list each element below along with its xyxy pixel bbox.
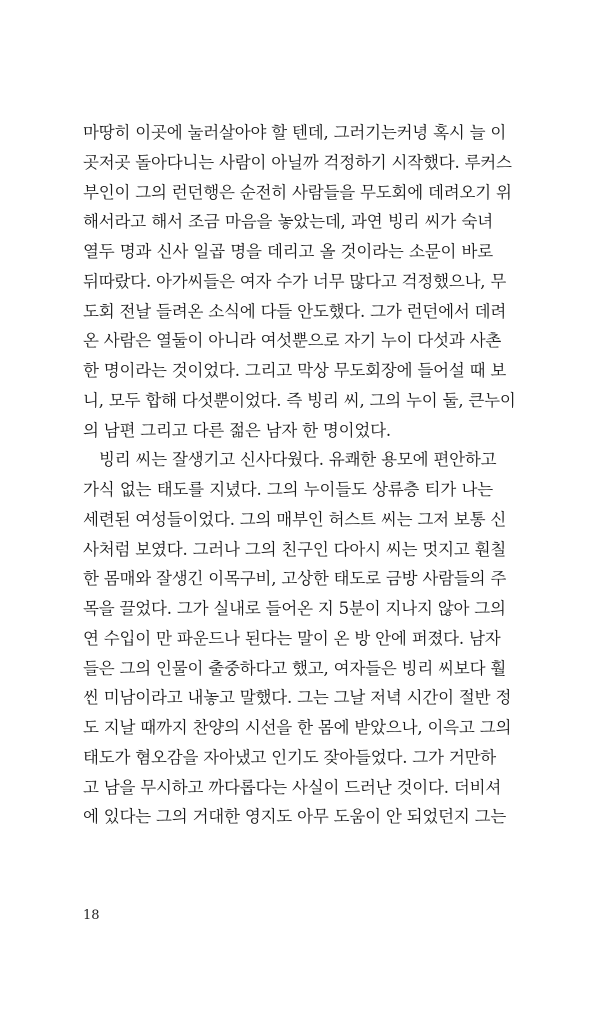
text-line: 들은 그의 인물이 출중하다고 했고, 여자들은 빙리 씨보다 훨: [83, 658, 507, 678]
text-line: 온 사람은 열둘이 아니라 여섯뿐으로 자기 누이 다섯과 사촌: [83, 331, 502, 351]
text-line: 의 남편 그리고 다른 젊은 남자 한 명이었다.: [83, 420, 391, 440]
text-line: 태도가 혐오감을 자아냈고 인기도 잦아들었다. 그가 거만하: [83, 747, 497, 767]
text-line: 빙리 씨는 잘생기고 신사다웠다. 유쾌한 용모에 편안하고: [99, 450, 497, 470]
text-line: 열두 명과 신사 일곱 명을 데리고 올 것이라는 소문이 바로: [83, 242, 493, 261]
text-line: 목을 끌었다. 그가 실내로 들어온 지 5분이 지나지 않아 그의: [83, 599, 506, 618]
text-line: 도회 전날 들려온 소식에 다들 안도했다. 그가 런던에서 데려: [83, 301, 507, 321]
text-line: 세련된 여성들이었다. 그의 매부인 허스트 씨는 그저 보통 신: [83, 509, 507, 529]
text-line: 마땅히 이곳에 눌러살아야 할 텐데, 그러기는커녕 혹시 늘 이: [83, 123, 507, 142]
text-line: 부인이 그의 런던행은 순전히 사람들을 무도회에 데려오기 위: [83, 182, 512, 202]
text-line: 가식 없는 태도를 지녔다. 그의 누이들도 상류층 티가 나는: [83, 480, 493, 499]
text-line: 에 있다는 그의 거대한 영지도 아무 도움이 안 되었던지 그는: [83, 807, 507, 827]
text-line: 곳저곳 돌아다니는 사람이 아닐까 걱정하기 시작했다. 루커스: [83, 152, 512, 172]
text-line: 연 수입이 만 파운드나 된다는 말이 온 방 안에 퍼졌다. 남자: [83, 628, 501, 648]
text-line: 씬 미남이라고 내놓고 말했다. 그는 그날 저녁 시간이 절반 정: [83, 688, 512, 708]
text-line: 고 남을 무시하고 까다롭다는 사실이 드러난 것이다. 더비셔: [83, 777, 502, 797]
paragraph-1: [83, 118, 516, 445]
paragraph-2: [83, 445, 512, 832]
text-line: 뒤따랐다. 아가씨들은 여자 수가 너무 많다고 걱정했으나, 무: [83, 271, 507, 291]
text-line: 니, 모두 합해 다섯뿐이었다. 즉 빙리 씨, 그의 누이 둘, 큰누이: [83, 390, 516, 410]
page-number: 18: [83, 908, 100, 923]
text-line: 해서라고 해서 조금 마음을 놓았는데, 과연 빙리 씨가 숙녀: [83, 212, 493, 232]
text-line: 사처럼 보였다. 그러나 그의 친구인 다아시 씨는 멋지고 훤칠: [83, 539, 507, 559]
text-line: 한 몸매와 잘생긴 이목구비, 고상한 태도로 금방 사람들의 주: [83, 569, 507, 589]
text-line: 도 지날 때까지 찬양의 시선을 한 몸에 받았으나, 이윽고 그의: [83, 718, 512, 737]
body-text: [83, 118, 516, 832]
text-line: 한 명이라는 것이었다. 그리고 막상 무도회장에 들어설 때 보: [83, 361, 507, 380]
